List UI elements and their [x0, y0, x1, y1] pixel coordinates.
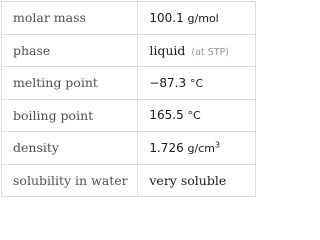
molar-mass-unit: g/mol	[187, 11, 219, 25]
phase-text: liquid	[149, 42, 186, 58]
boiling-point-value	[138, 99, 256, 132]
density-value	[138, 132, 256, 165]
solubility-value	[138, 164, 256, 197]
table-row	[2, 164, 256, 197]
density-unit-exponent: 3	[215, 140, 221, 150]
table-row	[2, 99, 256, 132]
density-label: density	[2, 132, 138, 165]
table-row	[2, 2, 256, 35]
phase-label: phase	[2, 34, 138, 67]
density-unit	[188, 142, 221, 155]
density-number: 1.726	[149, 140, 184, 155]
melting-point-number: −87.3	[149, 75, 187, 90]
solubility-text: very soluble	[149, 172, 227, 188]
molar-mass-value	[138, 2, 256, 35]
boiling-point-number: 165.5	[149, 108, 184, 123]
density-unit-base: g/cm	[187, 141, 215, 155]
boiling-point-label: boiling point	[2, 99, 138, 132]
boiling-point-unit: °C	[187, 109, 201, 123]
table-row	[2, 67, 256, 100]
phase-note: (at STP)	[191, 46, 229, 58]
melting-point-value	[138, 67, 256, 100]
molar-mass-label: molar mass	[2, 2, 138, 35]
solubility-label: solubility in water	[2, 164, 138, 197]
properties-table	[1, 1, 256, 197]
table-row	[2, 34, 256, 67]
melting-point-label: melting point	[2, 67, 138, 100]
phase-value	[138, 34, 256, 67]
table-row	[2, 132, 256, 165]
molar-mass-number: 100.1	[149, 10, 184, 25]
melting-point-unit: °C	[189, 76, 204, 90]
